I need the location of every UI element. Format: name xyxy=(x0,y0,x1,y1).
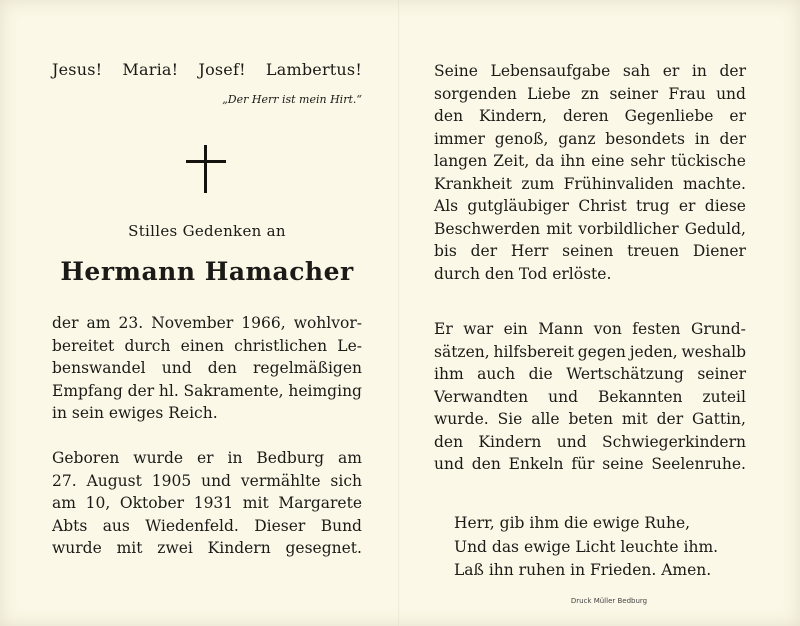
card-fold xyxy=(398,0,400,626)
invocation-line xyxy=(52,60,362,79)
text-line: am 10, Oktober 1931 mit Margarete xyxy=(52,494,362,512)
remembrance-heading: Stilles Gedenken an xyxy=(128,222,286,240)
text-line: sätzen, hilfsbereit gegen jeden, weshalb xyxy=(434,342,746,361)
text-line: Krankheit zum Frühinvaliden machte. xyxy=(434,174,746,193)
text-line: durch den Tod erlöste. xyxy=(434,264,612,283)
death-paragraph xyxy=(52,312,362,425)
text-line: Seine Lebensaufgabe sah er in der xyxy=(434,62,746,80)
text-line: Geboren wurde er in Bedburg am xyxy=(52,449,362,467)
prayer-line: Laß ihn ruhen in Frieden. Amen. xyxy=(454,561,712,579)
life-task-paragraph xyxy=(434,60,746,285)
text-line: der am 23. November 1966, wohlvor- xyxy=(52,314,362,332)
text-line: bereitet durch einen christlichen Le- xyxy=(52,336,362,355)
text-line: und den Enkeln für seine Seelenruhe. xyxy=(434,455,746,473)
text-line: 27. August 1905 und vermählte sich xyxy=(52,471,362,490)
text-line: den Kindern und Schwiegerkindern xyxy=(434,432,746,451)
text-line: bis der Herr seinen treuen Diener xyxy=(434,242,746,260)
text-line: Empfang der hl. Sakramente, heimging xyxy=(52,381,362,400)
text-line: Verwandten und Bekannten zuteil xyxy=(434,387,746,406)
invocation-word: Lambertus! xyxy=(265,60,362,79)
prayer-block xyxy=(454,512,744,583)
text-line: immer genoß, ganz besondets in der xyxy=(434,129,746,148)
text-line: sorgenden Liebe zn seiner Frau und xyxy=(434,84,746,103)
printer-imprint: Druck Müller Bedburg xyxy=(570,597,648,605)
biography-paragraph xyxy=(52,447,362,560)
text-line: Als gutgläubiger Christ trug er diese xyxy=(434,197,746,215)
text-line: Abts aus Wiedenfeld. Dieser Bund xyxy=(52,516,362,535)
text-line: Beschwerden mit vorbildlicher Geduld, xyxy=(434,219,746,238)
invocation-word: Jesus! xyxy=(52,60,103,79)
invocation-word: Maria! xyxy=(122,60,179,79)
text-line: benswandel und den regelmäßigen xyxy=(52,359,362,377)
prayer-line: Und das ewige Licht leuchte ihm. xyxy=(454,537,719,556)
text-line: Er war ein Mann von festen Grund- xyxy=(434,320,746,338)
text-line: wurde mit zwei Kindern gesegnet. xyxy=(52,539,362,557)
deceased-name: Hermann Hamacher xyxy=(60,257,354,286)
text-line: ihm auch die Wertschätzung seiner xyxy=(434,365,746,383)
text-line: in sein ewiges Reich. xyxy=(52,404,218,422)
character-paragraph xyxy=(434,318,746,476)
invocation-word: Josef! xyxy=(198,60,246,79)
scripture-quote: „Der Herr ist mein Hirt.“ xyxy=(222,93,362,106)
cross-icon xyxy=(186,145,226,193)
text-line: wurde. Sie alle beten mit der Gattin, xyxy=(434,410,746,428)
text-line: langen Zeit, da ihn eine sehr tückische xyxy=(434,152,746,170)
prayer-line: Herr, gib ihm die ewige Ruhe, xyxy=(454,514,691,532)
text-line: den Kindern, deren Gegenliebe er xyxy=(434,107,746,125)
